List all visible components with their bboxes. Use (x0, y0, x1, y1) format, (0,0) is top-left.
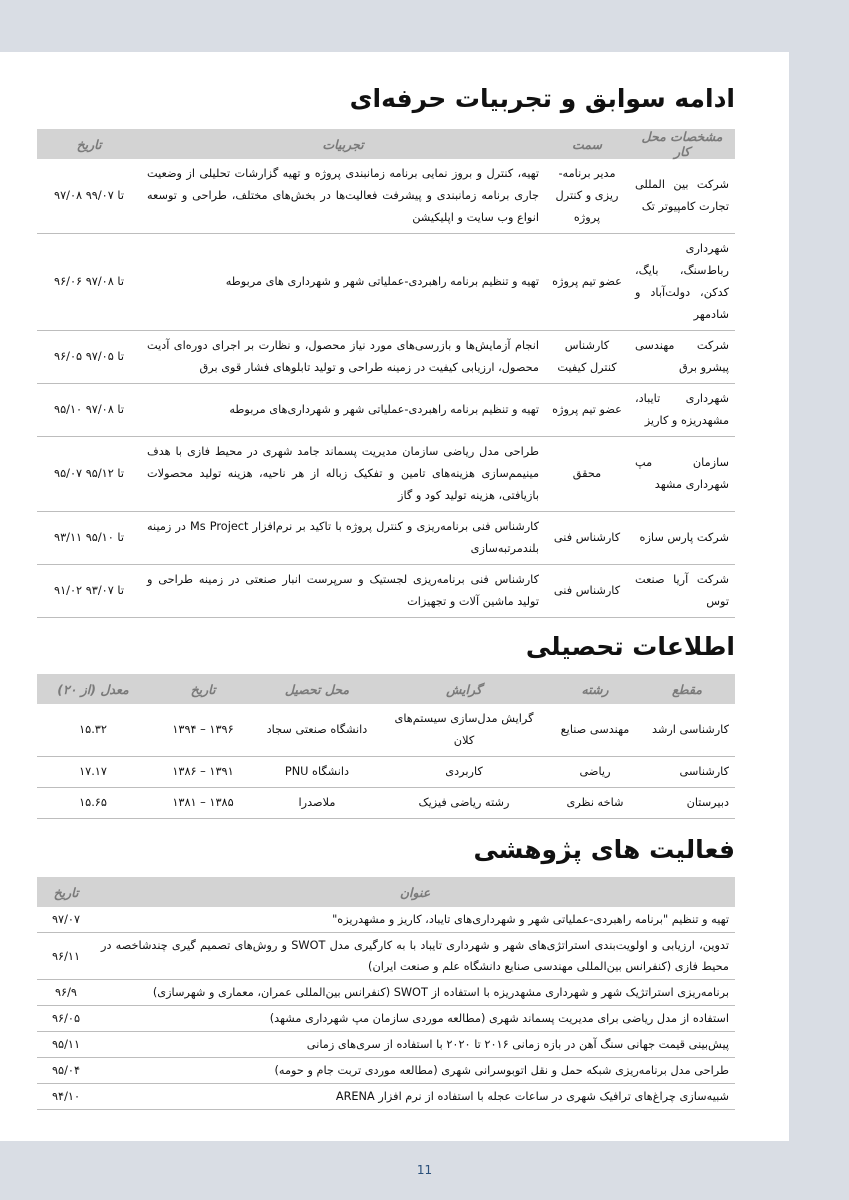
research-date-cell: ۹۴/۱۰ (37, 1084, 95, 1110)
date-cell: ۹۱/۰۲ تا ۹۳/۰۷ (37, 565, 141, 618)
header-date: تاریخ (37, 129, 141, 159)
workplace-cell: شرکت بین المللی تجارت کامپیوتر تک (629, 159, 735, 234)
institution-cell: ملاصدرا (257, 788, 377, 819)
research-row (37, 1058, 735, 1084)
details-cell: کارشناس فنی برنامه‌ریزی و کنترل پروژه با تاکید بر نرم‌افزار Ms Project در زمینه بلندمرتبه‌سازی (141, 512, 545, 565)
date-cell: ۹۶/۰۵ تا ۹۷/۰۵ (37, 331, 141, 384)
workplace-cell: شهرداری رباط‌سنگ، بایگ، کدکن، دولت‌آباد و شادمهر (629, 234, 735, 331)
research-date-cell: ۹۵/۱۱ (37, 1032, 95, 1058)
header-edu-date: تاریخ (149, 674, 257, 704)
header-place: مشخصات محل کار (629, 129, 735, 159)
experience-row (37, 234, 735, 331)
gpa-cell: ۱۵.۳۲ (37, 704, 149, 757)
major-cell: رشته ریاضی فیزیک (377, 788, 551, 819)
research-title-cell: پیش‌بینی قیمت جهانی سنگ آهن در بازه زمانی ۲۰۱۶ تا ۲۰۲۰ با استفاده از سری‌های زمانی (95, 1032, 735, 1058)
workplace-cell: شرکت آریا صنعت توس (629, 565, 735, 618)
education-row (37, 757, 735, 788)
header-level: مقطع (639, 674, 735, 704)
details-cell: تهیه و تنظیم برنامه راهبردی-عملیاتی شهر و شهرداری‌های مربوطه (141, 384, 545, 437)
role-cell: کارشناس کنترل کیفیت (545, 331, 629, 384)
research-table (37, 877, 735, 1110)
field-cell: شاخه نظری (551, 788, 639, 819)
date-cell: ۹۵/۱۰ تا ۹۷/۰۸ (37, 384, 141, 437)
research-rows (37, 907, 735, 1110)
research-row (37, 907, 735, 933)
page-content (37, 52, 735, 1110)
experience-table (37, 129, 735, 618)
edu-date-cell: ۱۳۹۴ – ۱۳۹۶ (149, 704, 257, 757)
experience-row (37, 159, 735, 234)
research-date-cell: ۹۵/۰۴ (37, 1058, 95, 1084)
header-field: رشته (551, 674, 639, 704)
workplace-cell: شهرداری تایباد، مشهدریزه و کاریز (629, 384, 735, 437)
experience-row (37, 384, 735, 437)
major-cell: گرایش مدل‌سازی سیستم‌های کلان (377, 704, 551, 757)
education-title: اطلاعات تحصیلی (525, 632, 735, 661)
level-cell: کارشناسی (639, 757, 735, 788)
document-page (0, 52, 789, 1141)
edu-date-cell: ۱۳۸۶ – ۱۳۹۱ (149, 757, 257, 788)
workplace-cell: شرکت مهندسی پیشرو برق (629, 331, 735, 384)
header-major: گرایش (377, 674, 551, 704)
research-row (37, 1032, 735, 1058)
role-cell: کارشناس فنی (545, 512, 629, 565)
research-title-cell: برنامه‌ریزی استراتژیک شهر و شهرداری مشهدریزه با استفاده از SWOT (کنفرانس بین‌المللی عمران، معماری و شهرسازی) (95, 980, 735, 1006)
header-gpa: معدل (از ۲۰) (37, 674, 149, 704)
education-row (37, 704, 735, 757)
experience-row (37, 331, 735, 384)
workplace-cell: شرکت پارس سازه (629, 512, 735, 565)
date-cell: ۹۶/۰۶ تا ۹۷/۰۸ (37, 234, 141, 331)
experience-row (37, 512, 735, 565)
gpa-cell: ۱۵.۶۵ (37, 788, 149, 819)
research-date-cell: ۹۶/۱۱ (37, 933, 95, 980)
education-header-row (37, 674, 735, 704)
experience-header-row (37, 129, 735, 159)
research-row (37, 1084, 735, 1110)
gpa-cell: ۱۷.۱۷ (37, 757, 149, 788)
header-research-title: عنوان (95, 877, 735, 907)
education-rows (37, 704, 735, 819)
details-cell: کارشناس فنی برنامه‌ریزی لجستیک و سرپرست انبار صنعتی در زمینه طراحی و تولید ماشین آلات و تجهیزات (141, 565, 545, 618)
date-cell: ۹۷/۰۸ تا ۹۹/۰۷ (37, 159, 141, 234)
research-header-row (37, 877, 735, 907)
date-cell: ۹۳/۱۱ تا ۹۵/۱۰ (37, 512, 141, 565)
education-table (37, 674, 735, 819)
research-title-cell: طراحی مدل برنامه‌ریزی شبکه حمل و نقل اتوبوسرانی شهری (مطالعه موردی تربت جام و حومه) (95, 1058, 735, 1084)
research-row (37, 933, 735, 980)
research-title-cell: شبیه‌سازی چراغ‌های ترافیک شهری در ساعات عجله با استفاده از نرم افزار ARENA (95, 1084, 735, 1110)
details-cell: تهیه، کنترل و بروز نمایی برنامه زمانبندی پروژه و تهیه گزارشات تحلیلی از وضعیت جاری برنامه زمانبندی و پیشرفت فعالیت‌ها در بخش‌های مختلف، طراحی و توسعه انواع وب سایت و اپلیکیشن (141, 159, 545, 234)
page-number: 11 (416, 1163, 433, 1177)
header-details: تجربیات (141, 129, 545, 159)
research-title-cell: تهیه و تنظیم "برنامه راهبردی-عملیاتی شهر و شهرداری‌های تایباد، کاریز و مشهدریزه" (95, 907, 735, 933)
details-cell: تهیه و تنظیم برنامه راهبردی-عملیاتی شهر و شهرداری های مربوطه (141, 234, 545, 331)
experience-rows (37, 159, 735, 618)
details-cell: انجام آزمایش‌ها و بازرسی‌های مورد نیاز محصول، و نظارت بر اجرای دوره‌ای آدیت محصول، ارزیابی کیفیت در زمینه طراحی و تولید تابلوهای فشار قوی برق (141, 331, 545, 384)
research-title-cell: استفاده از مدل ریاضی برای مدیریت پسماند شهری (مطالعه موردی سازمان مپ شهرداری مشهد) (95, 1006, 735, 1032)
research-date-cell: ۹۶/۹ (37, 980, 95, 1006)
research-row (37, 980, 735, 1006)
research-row (37, 1006, 735, 1032)
workplace-cell: سازمان مپ شهرداری مشهد (629, 437, 735, 512)
education-row (37, 788, 735, 819)
research-date-cell: ۹۶/۰۵ (37, 1006, 95, 1032)
level-cell: دبیرستان (639, 788, 735, 819)
research-date-cell: ۹۷/۰۷ (37, 907, 95, 933)
field-cell: مهندسی صنایع (551, 704, 639, 757)
header-role: سمت (545, 129, 629, 159)
role-cell: مدیر برنامه-ریزی و کنترل پروژه (545, 159, 629, 234)
role-cell: کارشناس فنی (545, 565, 629, 618)
details-cell: طراحی مدل ریاضی سازمان مدیریت پسماند جامد شهری در محیط فازی با هدف مینیمم‌سازی هزینه‌های تامین و تفکیک زباله از هر ناحیه، هزینه تولید محصولات بازیافتی، هزینه تولید کود و گاز (141, 437, 545, 512)
research-title-cell: تدوین، ارزیابی و اولویت‌بندی استراتژی‌های شهر و شهرداری تایباد با به کارگیری مدل SWOT و روش‌های تصمیم گیری چندشاخصه در محیط فازی (کنفرانس بین‌المللی مهندسی صنایع دانشگاه علم و صنعت ایران) (95, 933, 735, 980)
experience-row (37, 565, 735, 618)
role-cell: محقق (545, 437, 629, 512)
edu-date-cell: ۱۳۸۱ – ۱۳۸۵ (149, 788, 257, 819)
role-cell: عضو تیم پروژه (545, 234, 629, 331)
level-cell: کارشناسی ارشد (639, 704, 735, 757)
research-title: فعالیت های پژوهشی (473, 835, 735, 864)
field-cell: ریاضی (551, 757, 639, 788)
date-cell: ۹۵/۰۷ تا ۹۵/۱۲ (37, 437, 141, 512)
header-edu-place: محل تحصیل (257, 674, 377, 704)
institution-cell: دانشگاه صنعتی سجاد (257, 704, 377, 757)
institution-cell: دانشگاه PNU (257, 757, 377, 788)
role-cell: عضو تیم پروژه (545, 384, 629, 437)
major-cell: کاربردی (377, 757, 551, 788)
experience-row (37, 437, 735, 512)
header-research-date: تاریخ (37, 877, 95, 907)
experience-title: ادامه سوابق و تجربیات حرفه‌ای (349, 84, 735, 113)
